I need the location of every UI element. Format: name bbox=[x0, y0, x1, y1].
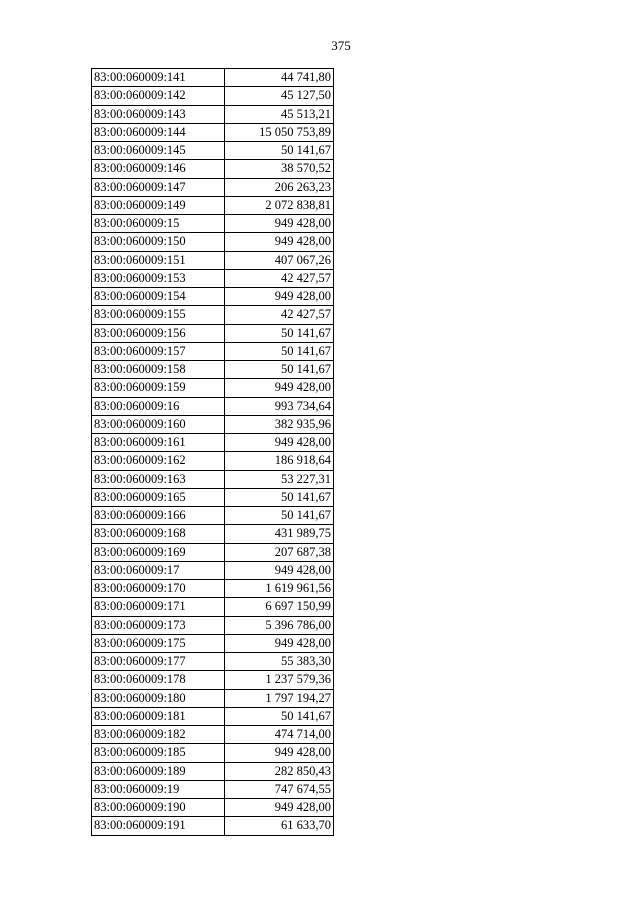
value-cell: 38 570,52 bbox=[225, 160, 334, 178]
table-body bbox=[92, 69, 334, 836]
value-cell: 61 633,70 bbox=[225, 817, 334, 835]
value-cell: 45 513,21 bbox=[225, 105, 334, 123]
table-row bbox=[92, 105, 334, 123]
value-cell: 50 141,67 bbox=[225, 342, 334, 360]
cadastral-number-cell: 83:00:060009:171 bbox=[92, 598, 225, 616]
cadastral-number-cell: 83:00:060009:159 bbox=[92, 379, 225, 397]
cadastral-number-cell: 83:00:060009:175 bbox=[92, 634, 225, 652]
cadastral-number-cell: 83:00:060009:185 bbox=[92, 744, 225, 762]
value-cell: 50 141,67 bbox=[225, 361, 334, 379]
value-cell: 431 989,75 bbox=[225, 525, 334, 543]
cadastral-number-cell: 83:00:060009:153 bbox=[92, 269, 225, 287]
table-row bbox=[92, 580, 334, 598]
value-cell: 1 797 194,27 bbox=[225, 689, 334, 707]
value-cell: 50 141,67 bbox=[225, 324, 334, 342]
cadastral-number-cell: 83:00:060009:149 bbox=[92, 196, 225, 214]
value-cell: 50 141,67 bbox=[225, 142, 334, 160]
value-cell: 42 427,57 bbox=[225, 306, 334, 324]
cadastral-number-cell: 83:00:060009:146 bbox=[92, 160, 225, 178]
table-row bbox=[92, 470, 334, 488]
value-cell: 55 383,30 bbox=[225, 653, 334, 671]
table-row bbox=[92, 215, 334, 233]
table-row bbox=[92, 671, 334, 689]
cadastral-number-cell: 83:00:060009:178 bbox=[92, 671, 225, 689]
table-row bbox=[92, 269, 334, 287]
table-row bbox=[92, 817, 334, 835]
cadastral-value-table bbox=[91, 68, 334, 836]
value-cell: 50 141,67 bbox=[225, 707, 334, 725]
table-row bbox=[92, 87, 334, 105]
cadastral-number-cell: 83:00:060009:154 bbox=[92, 288, 225, 306]
value-cell: 949 428,00 bbox=[225, 799, 334, 817]
cadastral-number-cell: 83:00:060009:173 bbox=[92, 616, 225, 634]
value-cell: 2 072 838,81 bbox=[225, 196, 334, 214]
value-cell: 949 428,00 bbox=[225, 379, 334, 397]
value-cell: 949 428,00 bbox=[225, 288, 334, 306]
table-row bbox=[92, 488, 334, 506]
table-row bbox=[92, 762, 334, 780]
cadastral-number-cell: 83:00:060009:170 bbox=[92, 580, 225, 598]
value-cell: 949 428,00 bbox=[225, 634, 334, 652]
table-row bbox=[92, 142, 334, 160]
cadastral-number-cell: 83:00:060009:147 bbox=[92, 178, 225, 196]
cadastral-number-cell: 83:00:060009:158 bbox=[92, 361, 225, 379]
table-row bbox=[92, 288, 334, 306]
value-cell: 206 263,23 bbox=[225, 178, 334, 196]
cadastral-number-cell: 83:00:060009:15 bbox=[92, 215, 225, 233]
value-cell: 474 714,00 bbox=[225, 726, 334, 744]
cadastral-number-cell: 83:00:060009:151 bbox=[92, 251, 225, 269]
value-cell: 949 428,00 bbox=[225, 561, 334, 579]
value-cell: 45 127,50 bbox=[225, 87, 334, 105]
table-row bbox=[92, 507, 334, 525]
cadastral-number-cell: 83:00:060009:150 bbox=[92, 233, 225, 251]
cadastral-number-cell: 83:00:060009:142 bbox=[92, 87, 225, 105]
table-row bbox=[92, 616, 334, 634]
table-row bbox=[92, 598, 334, 616]
value-cell: 186 918,64 bbox=[225, 452, 334, 470]
cadastral-number-cell: 83:00:060009:190 bbox=[92, 799, 225, 817]
table-row bbox=[92, 233, 334, 251]
cadastral-number-cell: 83:00:060009:162 bbox=[92, 452, 225, 470]
table-row bbox=[92, 689, 334, 707]
table-row bbox=[92, 123, 334, 141]
table-row bbox=[92, 415, 334, 433]
table-row bbox=[92, 799, 334, 817]
value-cell: 50 141,67 bbox=[225, 488, 334, 506]
table-row bbox=[92, 561, 334, 579]
value-cell: 50 141,67 bbox=[225, 507, 334, 525]
table-row bbox=[92, 196, 334, 214]
value-cell: 747 674,55 bbox=[225, 780, 334, 798]
cadastral-number-cell: 83:00:060009:16 bbox=[92, 397, 225, 415]
table-row bbox=[92, 525, 334, 543]
value-cell: 282 850,43 bbox=[225, 762, 334, 780]
table-row bbox=[92, 452, 334, 470]
cadastral-number-cell: 83:00:060009:168 bbox=[92, 525, 225, 543]
table-row bbox=[92, 780, 334, 798]
cadastral-number-cell: 83:00:060009:160 bbox=[92, 415, 225, 433]
table-row bbox=[92, 397, 334, 415]
table-row bbox=[92, 434, 334, 452]
page-number: 375 bbox=[331, 38, 351, 53]
cadastral-number-cell: 83:00:060009:141 bbox=[92, 69, 225, 87]
table-row bbox=[92, 324, 334, 342]
value-cell: 993 734,64 bbox=[225, 397, 334, 415]
cadastral-number-cell: 83:00:060009:189 bbox=[92, 762, 225, 780]
cadastral-number-cell: 83:00:060009:157 bbox=[92, 342, 225, 360]
table-row bbox=[92, 160, 334, 178]
table-row bbox=[92, 726, 334, 744]
value-cell: 949 428,00 bbox=[225, 744, 334, 762]
cadastral-number-cell: 83:00:060009:191 bbox=[92, 817, 225, 835]
cadastral-number-cell: 83:00:060009:143 bbox=[92, 105, 225, 123]
table-row bbox=[92, 653, 334, 671]
value-cell: 407 067,26 bbox=[225, 251, 334, 269]
value-cell: 42 427,57 bbox=[225, 269, 334, 287]
table-row bbox=[92, 251, 334, 269]
cadastral-number-cell: 83:00:060009:156 bbox=[92, 324, 225, 342]
cadastral-number-cell: 83:00:060009:181 bbox=[92, 707, 225, 725]
table-row bbox=[92, 361, 334, 379]
value-cell: 15 050 753,89 bbox=[225, 123, 334, 141]
table-row bbox=[92, 634, 334, 652]
value-cell: 1 619 961,56 bbox=[225, 580, 334, 598]
cadastral-number-cell: 83:00:060009:166 bbox=[92, 507, 225, 525]
value-cell: 44 741,80 bbox=[225, 69, 334, 87]
value-cell: 1 237 579,36 bbox=[225, 671, 334, 689]
value-cell: 6 697 150,99 bbox=[225, 598, 334, 616]
cadastral-number-cell: 83:00:060009:17 bbox=[92, 561, 225, 579]
table-row bbox=[92, 342, 334, 360]
table-row bbox=[92, 744, 334, 762]
cadastral-number-cell: 83:00:060009:161 bbox=[92, 434, 225, 452]
value-cell: 949 428,00 bbox=[225, 434, 334, 452]
value-cell: 53 227,31 bbox=[225, 470, 334, 488]
table-row bbox=[92, 69, 334, 87]
value-cell: 5 396 786,00 bbox=[225, 616, 334, 634]
cadastral-number-cell: 83:00:060009:163 bbox=[92, 470, 225, 488]
table-row bbox=[92, 707, 334, 725]
value-cell: 949 428,00 bbox=[225, 215, 334, 233]
table-row bbox=[92, 379, 334, 397]
cadastral-number-cell: 83:00:060009:180 bbox=[92, 689, 225, 707]
cadastral-number-cell: 83:00:060009:144 bbox=[92, 123, 225, 141]
cadastral-number-cell: 83:00:060009:169 bbox=[92, 543, 225, 561]
cadastral-number-cell: 83:00:060009:165 bbox=[92, 488, 225, 506]
table-row bbox=[92, 306, 334, 324]
cadastral-number-cell: 83:00:060009:145 bbox=[92, 142, 225, 160]
cadastral-number-cell: 83:00:060009:155 bbox=[92, 306, 225, 324]
cadastral-number-cell: 83:00:060009:177 bbox=[92, 653, 225, 671]
table-row bbox=[92, 178, 334, 196]
value-cell: 207 687,38 bbox=[225, 543, 334, 561]
cadastral-number-cell: 83:00:060009:19 bbox=[92, 780, 225, 798]
cadastral-number-cell: 83:00:060009:182 bbox=[92, 726, 225, 744]
value-cell: 382 935,96 bbox=[225, 415, 334, 433]
value-cell: 949 428,00 bbox=[225, 233, 334, 251]
table-row bbox=[92, 543, 334, 561]
